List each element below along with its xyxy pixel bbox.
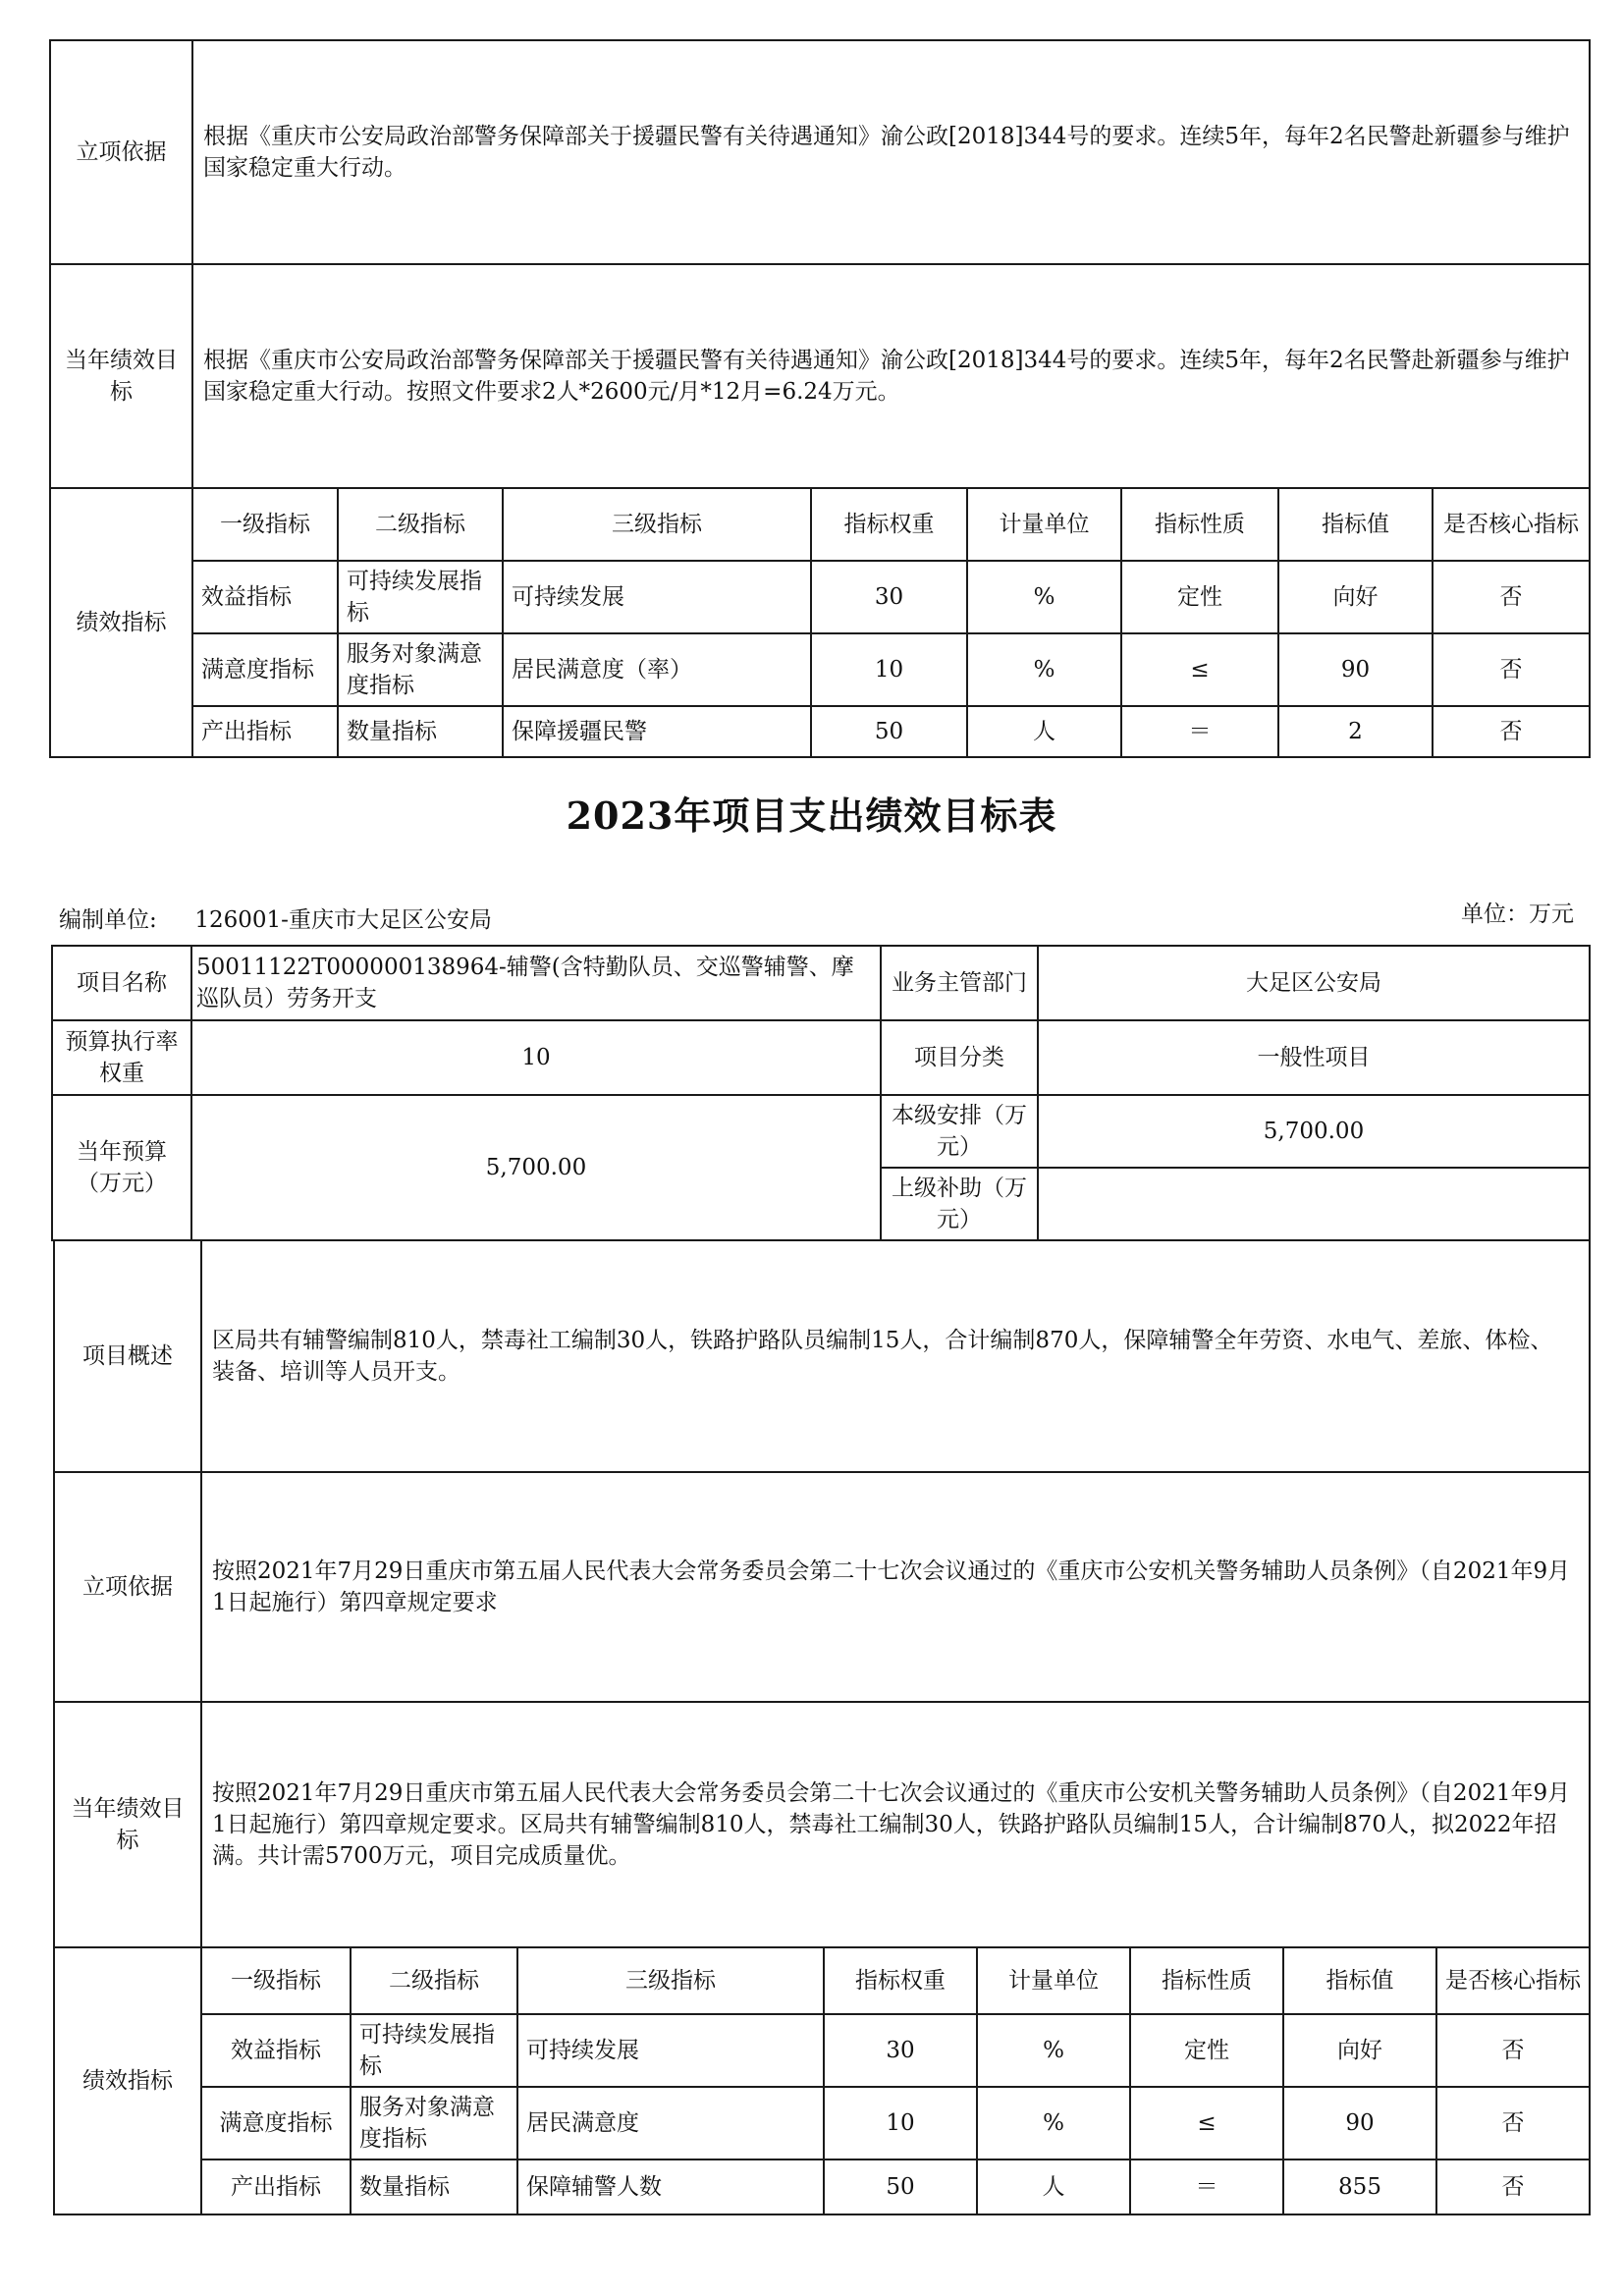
budget-label: 当年预算（万元） xyxy=(52,1095,191,1240)
page-title: 2023年项目支出绩效目标表 xyxy=(566,793,1057,838)
table-cell: 定性 xyxy=(1130,2014,1283,2087)
header-cell: 指标值 xyxy=(1283,1947,1436,2014)
header-cell: 三级指标 xyxy=(517,1947,824,2014)
table-cell: 10 xyxy=(824,2087,977,2159)
header-cell: 是否核心指标 xyxy=(1436,1947,1590,2014)
budget-value: 5,700.00 xyxy=(191,1095,881,1240)
category-value: 一般性项目 xyxy=(1038,1020,1590,1095)
performance-label: 绩效指标 xyxy=(50,488,192,757)
table-cell: 向好 xyxy=(1283,2014,1436,2087)
project-basis-text: 按照2021年7月29日重庆市第五届人民代表大会常务委员会第二十七次会议通过的《重庆市公安机关警务辅助人员条例》（自2021年9月1日起施行）第四章规定要求 xyxy=(201,1472,1590,1702)
header-cell: 指标性质 xyxy=(1130,1947,1283,2014)
table-cell: ≤ xyxy=(1121,633,1278,706)
table-cell: 可持续发展指标 xyxy=(338,561,503,633)
table-cell: 可持续发展 xyxy=(503,561,811,633)
table-cell: 50 xyxy=(824,2159,977,2214)
local-label: 本级安排（万元） xyxy=(881,1095,1038,1168)
category-label: 项目分类 xyxy=(881,1020,1038,1095)
table-cell: 人 xyxy=(967,706,1121,757)
table-cell: 人 xyxy=(977,2159,1130,2214)
top-performance-table xyxy=(49,39,1591,758)
table-cell: 否 xyxy=(1433,633,1590,706)
table-cell: 30 xyxy=(811,561,967,633)
org-info xyxy=(59,902,492,934)
basis-text: 根据《重庆市公安局政治部警务保障部关于援疆民警有关待遇通知》渝公政[2018]344号的要求。连续5年，每年2名民警赴新疆参与维护国家稳定重大行动。 xyxy=(192,40,1590,264)
table-cell: 90 xyxy=(1283,2087,1436,2159)
table-cell: 效益指标 xyxy=(201,2014,351,2087)
table-row xyxy=(50,561,1590,633)
table-cell: 可持续发展 xyxy=(517,2014,824,2087)
rate-value: 10 xyxy=(191,1020,881,1095)
table-cell: 2 xyxy=(1278,706,1433,757)
header-cell: 一级指标 xyxy=(201,1947,351,2014)
local-value: 5,700.00 xyxy=(1038,1095,1590,1168)
header-cell: 一级指标 xyxy=(192,488,338,561)
table-cell: 否 xyxy=(1436,2087,1590,2159)
table-cell: % xyxy=(977,2014,1130,2087)
table-cell: 产出指标 xyxy=(192,706,338,757)
basis-label: 立项依据 xyxy=(50,40,192,264)
table-cell: 居民满意度 xyxy=(517,2087,824,2159)
table-cell: 居民满意度（率） xyxy=(503,633,811,706)
header-cell: 二级指标 xyxy=(351,1947,517,2014)
table-cell: 保障援疆民警 xyxy=(503,706,811,757)
table-cell: 30 xyxy=(824,2014,977,2087)
header-cell: 指标值 xyxy=(1278,488,1433,561)
header-cell: 计量单位 xyxy=(977,1947,1130,2014)
project-goal-label: 当年绩效目标 xyxy=(54,1702,201,1947)
dept-value: 大足区公安局 xyxy=(1038,946,1590,1020)
table-cell: 90 xyxy=(1278,633,1433,706)
header-cell: 指标权重 xyxy=(811,488,967,561)
project-info-table xyxy=(51,945,1591,1241)
table-cell: % xyxy=(977,2087,1130,2159)
table-cell: 否 xyxy=(1433,706,1590,757)
project-perf-label: 绩效指标 xyxy=(54,1947,201,2214)
annual-goal-label: 当年绩效目标 xyxy=(50,264,192,488)
project-detail-table xyxy=(53,1239,1591,2215)
header-cell: 指标性质 xyxy=(1121,488,1278,561)
table-cell: 服务对象满意度指标 xyxy=(338,633,503,706)
table-row xyxy=(50,706,1590,757)
project-name-value: 50011122T000000138964-辅警(含特勤队员、交巡警辅警、摩巡队员）劳务开支 xyxy=(191,946,881,1020)
table-cell: 效益指标 xyxy=(192,561,338,633)
table-cell: 定性 xyxy=(1121,561,1278,633)
table-row xyxy=(50,633,1590,706)
header-cell: 是否核心指标 xyxy=(1433,488,1590,561)
header-cell: 指标权重 xyxy=(824,1947,977,2014)
table-cell: 数量指标 xyxy=(351,2159,517,2214)
table-row xyxy=(54,2087,1590,2159)
header-cell: 二级指标 xyxy=(338,488,503,561)
table-cell: ＝ xyxy=(1121,706,1278,757)
overview-text: 区局共有辅警编制810人，禁毒社工编制30人，铁路护路队员编制15人，合计编制870人，保障辅警全年劳资、水电气、差旅、体检、装备、培训等人员开支。 xyxy=(201,1240,1590,1472)
table-cell: 服务对象满意度指标 xyxy=(351,2087,517,2159)
table-cell: % xyxy=(967,633,1121,706)
table-cell: % xyxy=(967,561,1121,633)
subsidy-label: 上级补助（万元） xyxy=(881,1168,1038,1240)
table-cell: 50 xyxy=(811,706,967,757)
table-cell: 可持续发展指标 xyxy=(351,2014,517,2087)
overview-label: 项目概述 xyxy=(54,1240,201,1472)
org-label: 编制单位: xyxy=(59,907,157,933)
table-cell: ≤ xyxy=(1130,2087,1283,2159)
subsidy-value xyxy=(1038,1168,1590,1240)
annual-goal-text: 根据《重庆市公安局政治部警务保障部关于援疆民警有关待遇通知》渝公政[2018]344号的要求。连续5年，每年2名民警赴新疆参与维护国家稳定重大行动。按照文件要求2人*2600元/月*12月=6.24万元。 xyxy=(192,264,1590,488)
table-cell: 满意度指标 xyxy=(201,2087,351,2159)
header-cell: 三级指标 xyxy=(503,488,811,561)
table-cell: 10 xyxy=(811,633,967,706)
org-value: 126001-重庆市大足区公安局 xyxy=(194,907,492,933)
project-goal-text: 按照2021年7月29日重庆市第五届人民代表大会常务委员会第二十七次会议通过的《重庆市公安机关警务辅助人员条例》（自2021年9月1日起施行）第四章规定要求。区局共有辅警编制810人，禁毒社工编制30人，铁路护路队员编制15人，合计编制870人，拟2022年招满。共计需5700万元，项目完成质量优。 xyxy=(201,1702,1590,1947)
project-name-label: 项目名称 xyxy=(52,946,191,1020)
table-cell: ＝ xyxy=(1130,2159,1283,2214)
rate-label: 预算执行率权重 xyxy=(52,1020,191,1095)
table-cell: 向好 xyxy=(1278,561,1433,633)
table-cell: 产出指标 xyxy=(201,2159,351,2214)
header-cell: 计量单位 xyxy=(967,488,1121,561)
table-row xyxy=(54,2014,1590,2087)
unit-label: 单位：万元 xyxy=(1461,902,1574,927)
project-basis-label: 立项依据 xyxy=(54,1472,201,1702)
table-row xyxy=(54,2159,1590,2214)
table-cell: 否 xyxy=(1433,561,1590,633)
table-cell: 满意度指标 xyxy=(192,633,338,706)
table-cell: 否 xyxy=(1436,2014,1590,2087)
dept-label: 业务主管部门 xyxy=(881,946,1038,1020)
table-cell: 数量指标 xyxy=(338,706,503,757)
table-cell: 855 xyxy=(1283,2159,1436,2214)
table-cell: 否 xyxy=(1436,2159,1590,2214)
table-cell: 保障辅警人数 xyxy=(517,2159,824,2214)
